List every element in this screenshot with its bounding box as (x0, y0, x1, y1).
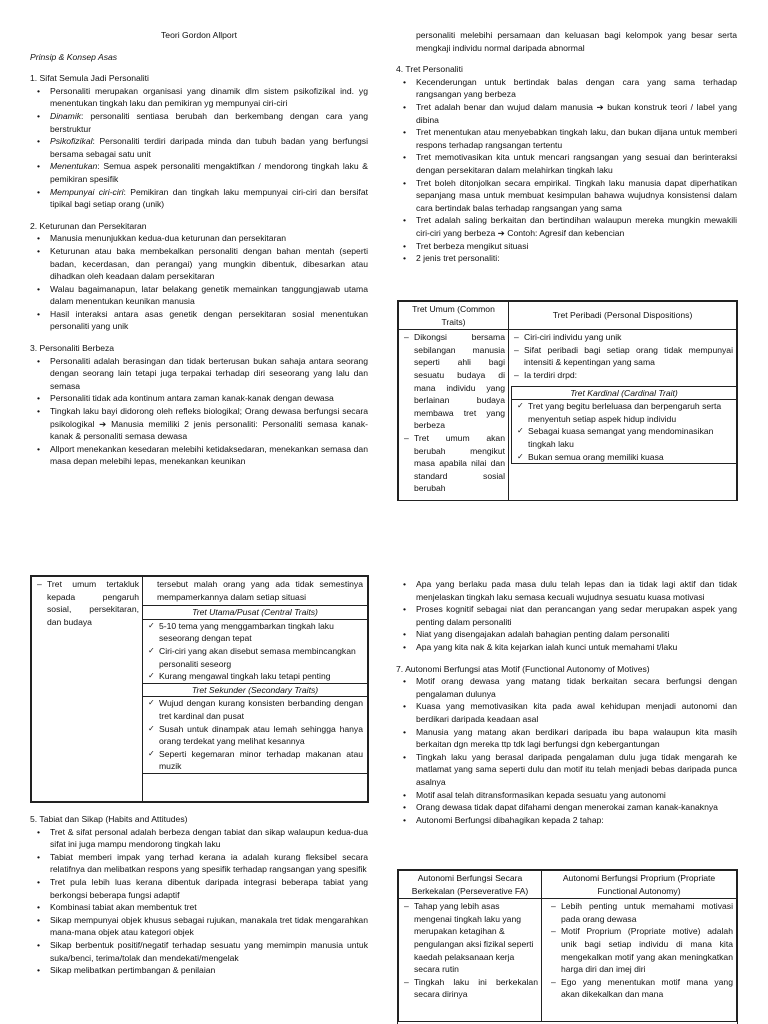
list-item: • Kombinasi tabiat akan membentuk tret (50, 901, 368, 914)
functional-autonomy-table (397, 869, 738, 1024)
list-item: • Apa yang kita nak & kita kejarkan ialah kunci untuk memahami t/laku (416, 641, 737, 654)
list-item: – Tahap yang lebih asas mengenai tingkah laku yang merupakan ketagihan & pengulangan aksi fizikal seperti kaedah pelaksanaan kerja secara rutin (414, 900, 538, 976)
traits-table (397, 300, 738, 501)
list-item: • Menentukan: Semua aspek personaliti mengaktifkan / mendorong tingkah laku & pemikiran spesifik (50, 160, 368, 185)
list-item: • Tret boleh ditonjolkan secara empirikal. Tingkah laku manusia dapat diperhatikan sepanjang masa untuk membuat kesimpulan bahawa wujudnya konsistensi dalam cara bertindak balas terhadap rangsangan yang sama (416, 177, 737, 215)
section-3-heading: 3. Personaliti Berbeza (30, 343, 115, 354)
list-item: • Psikofizikal: Personaliti terdiri daripada minda dan tubuh badan yang berfungsi bersama sebagai satu unit (50, 135, 368, 160)
table-header-perseverative: Autonomi Berfungsi Secara Berkekalan (Perseverative FA) (399, 871, 542, 899)
section-subtitle: Prinsip & Konsep Asas (30, 51, 118, 62)
term: Menentukan (50, 161, 98, 172)
list-item: ✓ Seperti kegemaran minor terhadap makanan atau muzik (159, 748, 363, 773)
list-item: – Dikongsi bersama sebilangan manusia seperti ahli bagi sesuatu budaya di mana individu yang berlainan budaya membawa tret yang berbeza (414, 331, 505, 432)
central-trait-box (143, 605, 367, 684)
list-item: • Hasil interaksi antara asas genetik dengan persekitaran sosial menentukan personaliti yang unik (50, 308, 368, 333)
section-2-list (30, 232, 368, 333)
traits-table-continued (30, 575, 369, 803)
section-7-list (396, 675, 737, 826)
secondary-trait-heading: Tret Sekunder (Secondary Traits) (143, 684, 367, 698)
list-item: • Motif asal telah ditransformasikan kepada sesuatu yang autonomi (416, 789, 737, 802)
list-item: • Sikap melibatkan pertimbangan & penilaian (50, 964, 368, 977)
continued-paragraph: personaliti melebihi persamaan dan keluasan bagi kelompok yang besar serta mengkaji individu normal daripada abnormal (416, 30, 737, 53)
section-5-heading: 5. Tabiat dan Sikap (Habits and Attitudes) (30, 814, 188, 824)
list-item: • Manusia menunjukkan kedua-dua keturunan dan persekitaran (50, 232, 368, 245)
list-item: • Tret pula lebih luas kerana dibentuk daripada integrasi beberapa tabiat yang berkongsi beberapa fungsi adaptif (50, 876, 368, 901)
list-item: ✓ Sebagai kuasa semangat yang mendominasikan tingkah laku (528, 425, 736, 450)
list-item: • Personaliti merupakan organisasi yang dinamik dlm sistem psikofizikal ind. yg menentukan tingkah laku dan pemikiran yg mempunyai ciri-ciri (50, 85, 368, 110)
list-item: • Personaliti adalah berasingan dan tidak berterusan bukan sahaja antara seorang dengan seorang lain tetapi juga terpakai terhadap diri seseorang yang lalu dan semasa (50, 355, 368, 393)
section-7-heading: 7. Autonomi Berfungsi atas Motif (Functional Autonomy of Motives) (396, 663, 650, 674)
list-item: • Tret menentukan atau menyebabkan tingkah laku, dan bukan dijana untuk memberi respons terhadap rangsangan tertentu (416, 126, 737, 151)
list-item: ✓ Wujud dengan kurang konsisten berbanding dengan tret kardinal dan pusat (159, 697, 363, 722)
list-item: • Kecenderungan untuk bertindak balas dengan cara yang sama terhadap rangsangan yang berbeza (416, 76, 737, 101)
list-item: • Proses kognitif sebagai niat dan perancangan yang sedar merupakan aspek yang penting dalam personaliti (416, 603, 737, 628)
list-item: • Apa yang berlaku pada masa dulu telah lepas dan ia tidak lagi aktif dan tidak menjelaskan tingkah laku semasa kecuali wujudnya sesuatu kuasa motivasi (416, 578, 737, 603)
common-traits-cell (399, 330, 509, 501)
table-header-personal-dispositions: Tret Peribadi (Personal Dispositions) (509, 302, 737, 330)
list-item: – Lebih penting untuk memahami motivasi pada orang dewasa (561, 900, 733, 925)
list-item: • Tret berbeza mengikut situasi (416, 240, 737, 253)
list-item: – Tingkah laku ini berkekalan secara dirinya (414, 976, 538, 1001)
list-item: • Tret adalah saling berkaitan dan bertindihan walaupun mereka mungkin mewakili ciri-ciri yang berbeza ➔ Contoh: Agresif dan kebencian (416, 214, 737, 239)
top-right-column (396, 29, 737, 265)
section-4-list (396, 76, 737, 265)
personal-dispositions-cell-continued (143, 577, 368, 802)
list-item: – Tret umum tertakluk kepada pengaruh sosial, persekitaran, dan budaya (47, 578, 139, 628)
section-3-list (30, 355, 368, 468)
list-item: • Motif orang dewasa yang matang tidak berkaitan secara berfungsi dengan pengalaman dulunya (416, 675, 737, 700)
bottom-left-column (30, 813, 368, 977)
list-item: • Sikap berbentuk positif/negatif terhadap sesuatu yang memimpin manusia untuk suka/benci, terima/tolak dan mendekati/mengelak (50, 939, 368, 964)
perseverative-cell (399, 899, 542, 1022)
list-item: • Sikap mempunyai objek khusus sebagai rujukan, manakala tret tidak mengarahkan mana-mana objek atau kategori objek (50, 914, 368, 939)
section-1-list (30, 85, 368, 211)
list-item: – Tret umum akan berubah mengikut masa apabila nilai dan standard sosial berubah (414, 432, 505, 495)
section-4-heading: 4. Tret Personaliti (396, 64, 463, 75)
list-item: • Tret adalah benar dan wujud dalam manusia ➔ bukan konstruk teori / label yang dibina (416, 101, 737, 126)
bottom-right-column (396, 578, 737, 826)
list-item: ✓ Tret yang begitu berleluasa dan berpengaruh serta menyentuh setiap aspek hidup individu (528, 400, 736, 425)
list-item: – Ia terdiri drpd: (524, 369, 733, 382)
list-item: • Orang dewasa tidak dapat difahami dengan menerokai zaman kanak-kanaknya (416, 801, 737, 814)
table-header-propriate: Autonomi Berfungsi Proprium (Propriate Functional Autonomy) (542, 871, 737, 899)
top-left-column (30, 29, 368, 468)
document-title: Teori Gordon Allport (161, 30, 237, 40)
list-item: • 2 jenis tret personaliti: (416, 252, 737, 265)
list-item: – Motif Proprium (Propriate motive) adalah unik bagi setiap individu di mana kita mengekalkan motif yang akan meningkatkan harga diri dan imej diri (561, 925, 733, 975)
motivation-list (396, 578, 737, 654)
list-item: • Tabiat memberi impak yang terhad kerana ia adalah kurang fleksibel secara relatifnya dan melibatkan respons yang spesifik terhadap rangsangan yang spesifik (50, 851, 368, 876)
secondary-trait-box (143, 684, 367, 774)
list-item: • Tret memotivasikan kita untuk mencari rangsangan yang sesuai dan berinteraksi dengan persekitaran dalam melahirkan tingkah laku (416, 151, 737, 176)
section-5-list (30, 826, 368, 977)
list-item: • Autonomi Berfungsi dibahagikan kepada 2 tahap: (416, 814, 737, 827)
personal-dispositions-cell (509, 330, 737, 501)
continued-text: tersebut malah orang yang ada tidak semestinya mempamerkannya dalam setiap situasi (157, 579, 363, 602)
cardinal-trait-box (511, 386, 737, 465)
table-header-common-traits: Tret Umum (Common Traits) (399, 302, 509, 330)
list-item: ✓ Ciri-ciri yang akan disebut semasa membincangkan personaliti seseorg (159, 645, 363, 670)
list-item: – Ego yang menentukan motif mana yang akan dikekalkan dan mana (561, 976, 733, 1001)
cardinal-trait-heading: Tret Kardinal (Cardinal Trait) (512, 387, 736, 401)
list-item: • Personaliti tidak ada kontinum antara zaman kanak-kanak dengan dewasa (50, 392, 368, 405)
list-item: • Kuasa yang memotivasikan kita pada awal kehidupan menjadi autonomi dan berdikari daripada keadaan asal (416, 700, 737, 725)
term: Mempunyai ciri-ciri (50, 186, 124, 197)
list-item: ✓ Bukan semua orang memiliki kuasa (528, 451, 736, 464)
section-1-heading: 1. Sifat Semula Jadi Personaliti (30, 73, 149, 84)
list-item: • Manusia yang matang akan berdikari daripada ibu bapa walaupun kita masih berkaitan dgn mereka ttp tdk lagi berfungsi dgn kebergantungan (416, 726, 737, 751)
central-trait-heading: Tret Utama/Pusat (Central Traits) (143, 606, 367, 620)
common-traits-cell-continued (32, 577, 143, 802)
list-item: – Ciri-ciri individu yang unik (524, 331, 733, 344)
term: Dinamik (50, 110, 82, 121)
term: Psikofizikal (50, 136, 93, 147)
list-item: • Tingkah laku bayi didorong oleh refleks biologikal; Orang dewasa berfungsi secara psikologikal ➔ Manusia memiliki 2 jenis personaliti: Personaliti semasa kanak-kanak & personaliti semasa dewasa (50, 405, 368, 443)
list-item: • Allport menekankan kesedaran melebihi ketidaksedaran, menekankan semasa dan masa depan melebihi lepas, menekankan keunikan (50, 443, 368, 468)
list-item: • Dinamik: personaliti sentiasa berubah dan berkembang dengan cara yang berstruktur (50, 110, 368, 135)
section-2-heading: 2. Keturunan dan Persekitaran (30, 220, 147, 231)
list-item: ✓ Kurang mengawal tingkah laku tetapi penting (159, 670, 363, 683)
list-item: ✓ Susah untuk dinampak atau lemah sehingga hanya orang terdekat yang melihat kesannya (159, 723, 363, 748)
list-item: • Niat yang disengajakan adalah bahagian penting dalam personaliti (416, 628, 737, 641)
list-item: ✓ 5-10 tema yang menggambarkan tingkah laku seseorang dengan tepat (159, 620, 363, 645)
list-item: • Keturunan atau baka membekalkan personaliti dengan bahan mentah (seperti badan, kecerdasan, dan perangai) yang mungkin dibentuk, dibesarkan atau dihadkan oleh keadaan dalam persekitaran (50, 245, 368, 283)
list-item: • Walau bagaimanapun, latar belakang genetik memainkan tanggungjawab utama dalam menentukan keunikan manusia (50, 283, 368, 308)
list-item: • Tingkah laku yang berasal daripada pengalaman dulu juga tidak mengarah ke matlamat yang sama seperti dulu dan motif itu telah menjadi bebas daripada punca asalnya (416, 751, 737, 789)
propriate-cell (542, 899, 737, 1022)
list-item: • Mempunyai ciri-ciri: Pemikiran dan tingkah laku mempunyai ciri-ciri dan bersifat tipikal bagi setiap orang (unik) (50, 186, 368, 211)
list-item: • Tret & sifat personal adalah berbeza dengan tabiat dan sikap walaupun kedua-dua sifat ini juga mampu mendorong tingkah laku (50, 826, 368, 851)
list-item: – Sifat peribadi bagi setiap orang tidak mempunyai intensiti & kepentingan yang sama (524, 344, 733, 369)
